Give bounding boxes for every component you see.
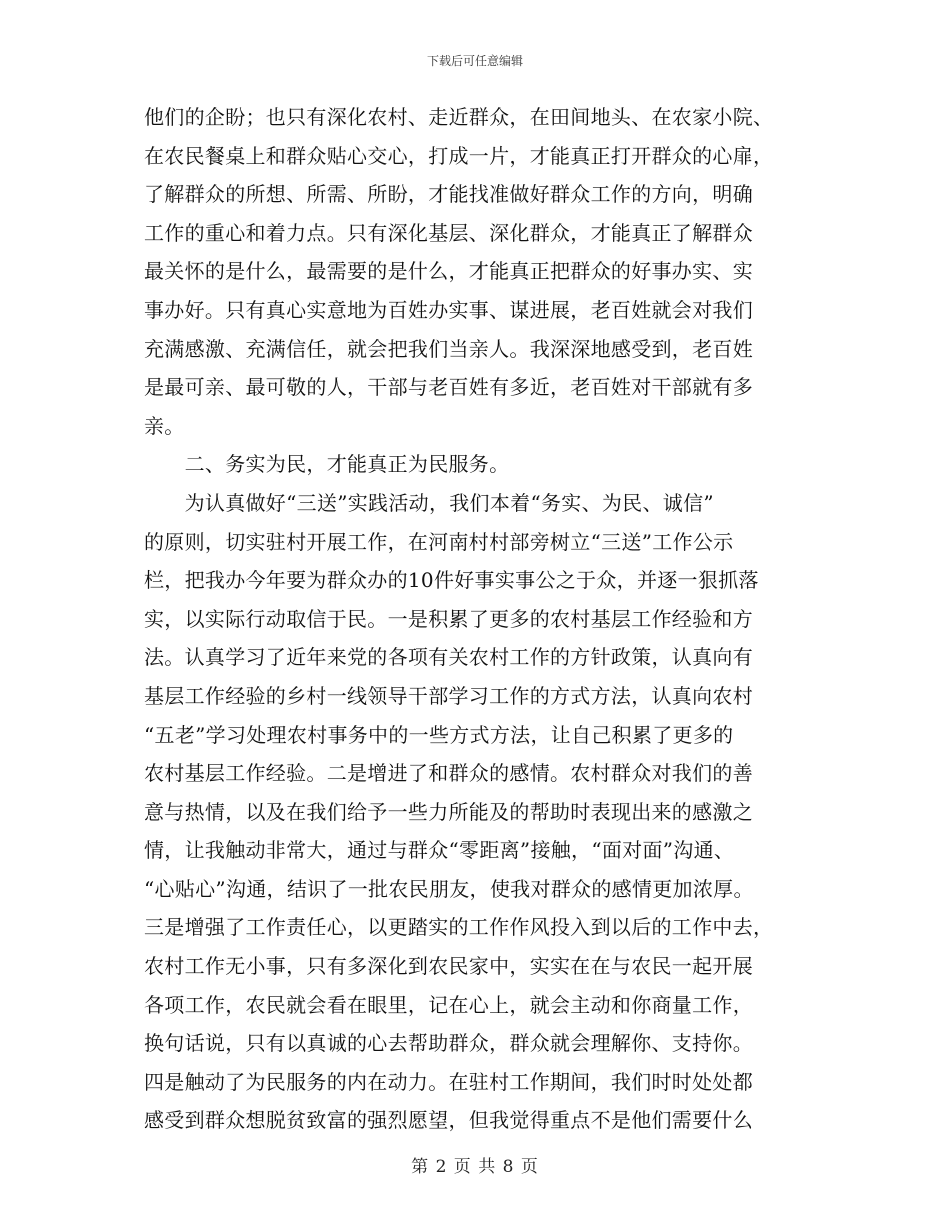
text-line: 在农民餐桌上和群众贴心交心，打成一片，才能真正打开群众的心扉，: [144, 143, 774, 168]
page-header: 下载后可任意编辑: [426, 54, 523, 68]
text-line: 是最可亲、最可敬的人，干部与老百姓有多近，老百姓对干部就有多: [144, 375, 753, 400]
text-line: 感受到群众想脱贫致富的强烈愿望，但我觉得重点不是他们需要什么: [144, 1108, 753, 1133]
text-line: 农村工作无小事，只有多深化到农民家中，实实在在与农民一起开展: [144, 954, 753, 979]
text-line: 工作的重心和着力点。只有深化基层、深化群众，才能真正了解群众: [144, 220, 753, 245]
document-body: [144, 98, 800, 1140]
text-line: “心贴心”沟通，结识了一批农民朋友，使我对群众的感情更加浓厚。: [144, 876, 754, 901]
text-line: 为认真做好“三送”实践活动，我们本着“务实、为民、诚信”: [144, 490, 714, 515]
text-line: 各项工作，农民就会看在眼里，记在心上，就会主动和你商量工作，: [144, 992, 753, 1017]
text-line: 了解群众的所想、所需、所盼，才能找准做好群众工作的方向，明确: [144, 182, 753, 207]
text-line: 三是增强了工作责任心，以更踏实的工作作风投入到以后的工作中去，: [144, 915, 774, 940]
page-footer: 第 2 页 共 8 页: [411, 1157, 539, 1177]
text-line: 充满感激、充满信任，就会把我们当亲人。我深深地感受到，老百姓: [144, 336, 753, 361]
text-line: 最关怀的是什么，最需要的是什么，才能真正把群众的好事办实、实: [144, 259, 753, 284]
text-line: 四是触动了为民服务的内在动力。在驻村工作期间，我们时时处处都: [144, 1069, 753, 1094]
text-line: 换句话说，只有以真诚的心去帮助群众，群众就会理解你、支持你。: [144, 1031, 753, 1056]
text-line: 意与热情，以及在我们给予一些力所能及的帮助时表现出来的感激之: [144, 799, 753, 824]
text-line: “五老”学习处理农村事务中的一些方式方法，让自己积累了更多的: [144, 722, 734, 747]
text-line: 情，让我触动非常大，通过与群众“零距离”接触，“面对面”沟通、: [144, 838, 735, 863]
text-line: 法。认真学习了近年来党的各项有关农村工作的方针政策，认真向有: [144, 645, 753, 670]
text-line: 的原则，切实驻村开展工作，在河南村村部旁树立“三送”工作公示: [144, 529, 734, 554]
text-line: 二、务实为民，才能真正为民服务。: [144, 452, 510, 477]
text-line: 基层工作经验的乡村一线领导干部学习工作的方式方法，认真向农村: [144, 683, 753, 708]
text-line: 他们的企盼；也只有深化农村、走近群众，在田间地头、在农家小院、: [144, 105, 774, 129]
text-line: 栏，把我办今年要为群众办的10件好事实事公之于众，并逐一狠抓落: [144, 568, 759, 593]
text-line: 实，以实际行动取信于民。一是积累了更多的农村基层工作经验和方: [144, 606, 753, 631]
text-line: 事办好。只有真心实意地为百姓办实事、谋进展，老百姓就会对我们: [144, 297, 753, 322]
text-line: 亲。: [144, 413, 185, 438]
text-line: 农村基层工作经验。二是增进了和群众的感情。农村群众对我们的善: [144, 761, 753, 786]
